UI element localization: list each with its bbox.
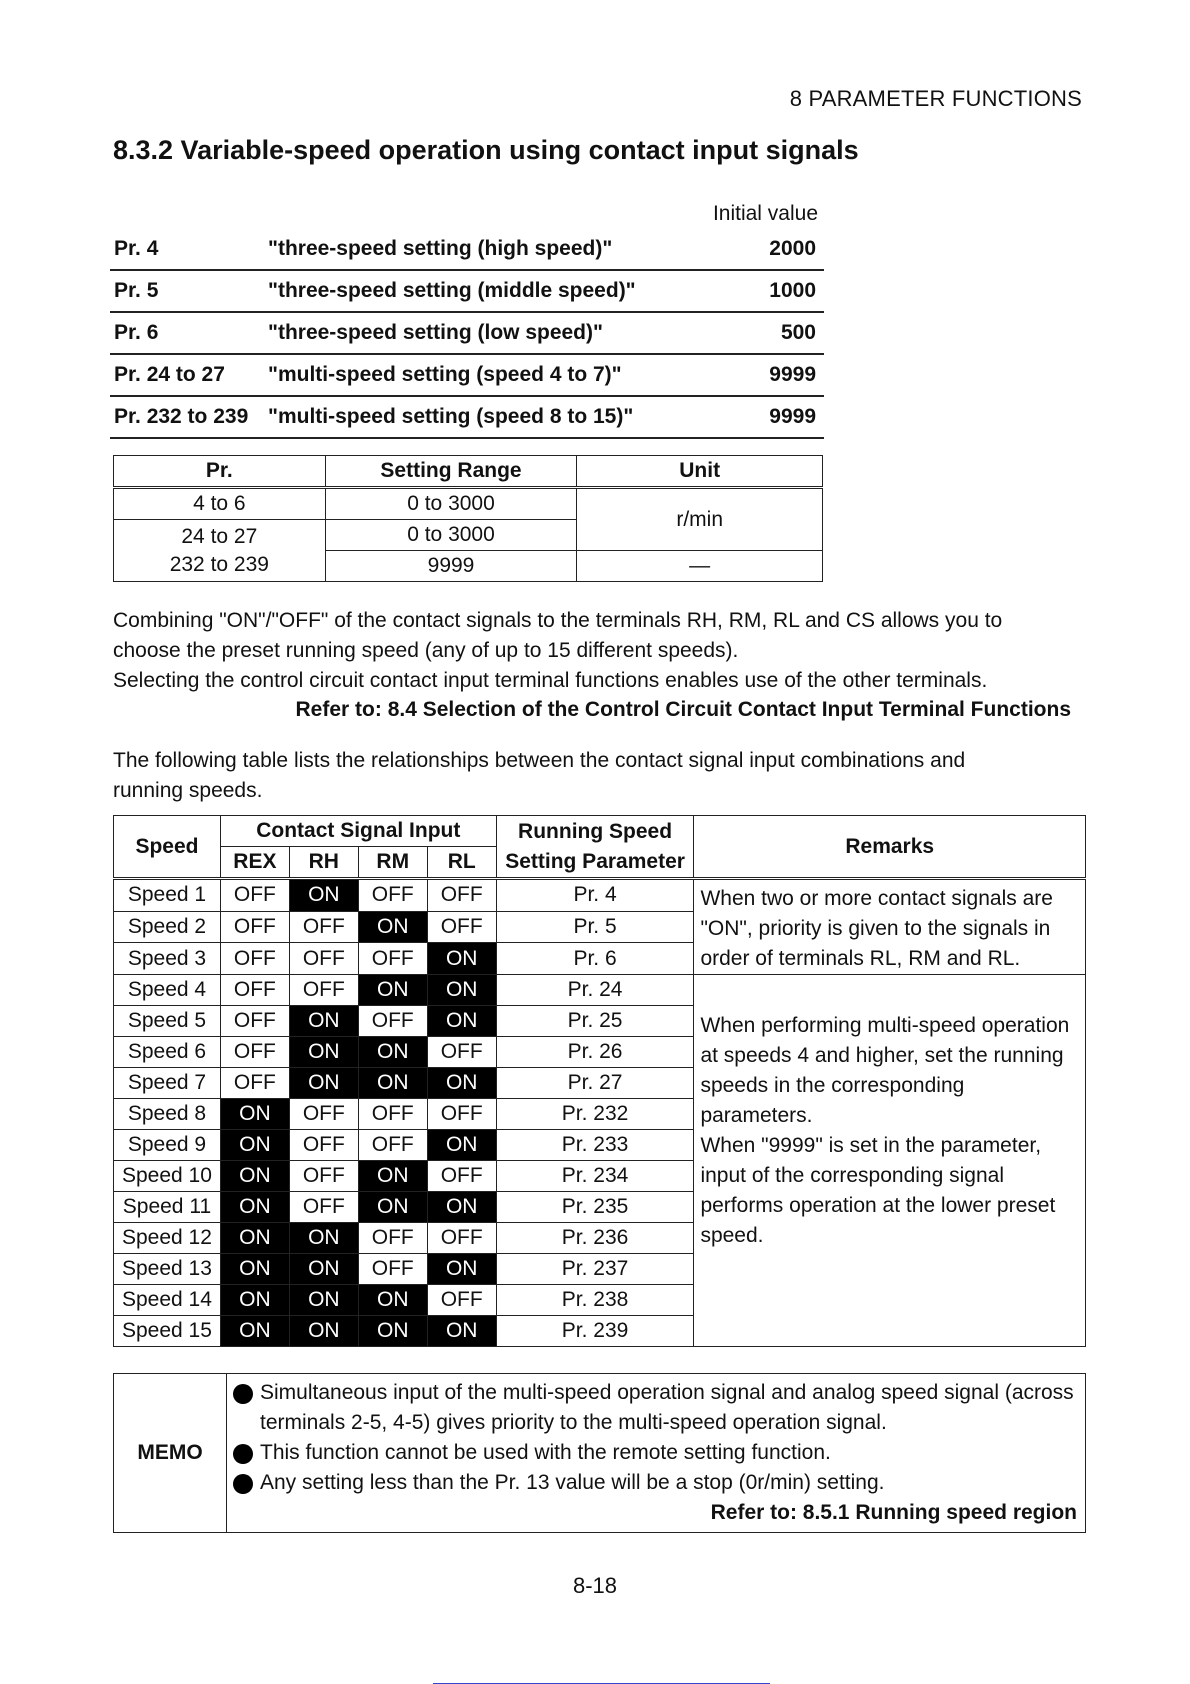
param-number: Pr. 5 xyxy=(114,279,159,302)
rh-cell: OFF xyxy=(289,1099,358,1130)
bullet-icon xyxy=(233,1444,253,1464)
range-unit-cell: — xyxy=(577,551,823,582)
memo-item-text: This function cannot be used with the remote setting function. xyxy=(260,1441,831,1464)
rex-cell: OFF xyxy=(220,1006,289,1037)
text-line: Selecting the control circuit contact input terminal functions enables use of the other terminals. xyxy=(113,669,988,692)
rl-cell: OFF xyxy=(427,1099,496,1130)
parameter-row xyxy=(110,313,824,355)
param-name: "three-speed setting (high speed)" xyxy=(268,237,613,260)
rl-cell: ON xyxy=(427,1192,496,1223)
rm-cell: OFF xyxy=(358,1130,427,1161)
parameter-cell: Pr. 4 xyxy=(496,879,694,912)
rm-cell: OFF xyxy=(358,943,427,975)
speed-cell: Speed 1 xyxy=(114,879,221,912)
rl-cell: OFF xyxy=(427,1223,496,1254)
range-value-cell: 9999 xyxy=(325,551,577,582)
rh-cell: ON xyxy=(289,1316,358,1347)
header-rl: RL xyxy=(427,847,496,879)
refer-link: Refer to: 8.4 Selection of the Control Circuit Contact Input Terminal Functions xyxy=(295,698,1071,721)
range-pr-cell xyxy=(114,520,326,582)
param-initial-value: 9999 xyxy=(769,405,816,428)
parameter-list xyxy=(110,198,824,439)
rex-cell: OFF xyxy=(220,943,289,975)
rex-cell: ON xyxy=(220,1254,289,1285)
rex-cell: OFF xyxy=(220,1068,289,1099)
rm-cell: ON xyxy=(358,1192,427,1223)
rex-cell: OFF xyxy=(220,879,289,912)
speed-cell: Speed 8 xyxy=(114,1099,221,1130)
header-running-line2: Setting Parameter xyxy=(505,849,685,873)
rl-cell: OFF xyxy=(427,1037,496,1068)
header-contact-signal-input: Contact Signal Input xyxy=(220,816,496,847)
bullet-icon xyxy=(233,1384,253,1404)
rh-cell: ON xyxy=(289,1068,358,1099)
speed-cell: Speed 3 xyxy=(114,943,221,975)
text-line: The following table lists the relationships between the contact signal input combinations and xyxy=(113,749,966,772)
header-rh: RH xyxy=(289,847,358,879)
rm-cell: OFF xyxy=(358,1254,427,1285)
speed-cell: Speed 4 xyxy=(114,975,221,1006)
rh-cell: OFF xyxy=(289,975,358,1006)
parameter-row xyxy=(110,271,824,313)
memo-body xyxy=(227,1374,1086,1533)
parameter-cell: Pr. 236 xyxy=(496,1223,694,1254)
rl-cell: OFF xyxy=(427,879,496,912)
setting-range-table xyxy=(113,455,823,582)
param-initial-value: 1000 xyxy=(769,279,816,302)
parameter-cell: Pr. 237 xyxy=(496,1254,694,1285)
memo-item xyxy=(233,1438,1077,1468)
param-initial-value: 9999 xyxy=(769,363,816,386)
rm-cell: OFF xyxy=(358,879,427,912)
parameter-row xyxy=(110,229,824,271)
text-line: choose the preset running speed (any of up to 15 different speeds). xyxy=(113,639,739,662)
speed-cell: Speed 5 xyxy=(114,1006,221,1037)
rl-cell: ON xyxy=(427,1316,496,1347)
parameter-rows xyxy=(110,229,824,439)
rex-cell: ON xyxy=(220,1316,289,1347)
remark-text: When "9999" is set in the parameter, input of the corresponding signal performs operation at the lower preset speed. xyxy=(700,1133,1056,1247)
parameter-row xyxy=(110,355,824,397)
parameter-cell: Pr. 233 xyxy=(496,1130,694,1161)
parameter-cell: Pr. 27 xyxy=(496,1068,694,1099)
header-running-line1: Running Speed xyxy=(518,819,673,843)
speed-cell: Speed 13 xyxy=(114,1254,221,1285)
speed-row xyxy=(114,879,1086,912)
rex-cell: OFF xyxy=(220,911,289,943)
memo-refer: Refer to: 8.5.1 Running speed region xyxy=(710,1501,1077,1524)
parameter-cell: Pr. 238 xyxy=(496,1285,694,1316)
remark-multi-speed xyxy=(694,975,1086,1347)
parameter-row xyxy=(110,397,824,439)
rex-cell: ON xyxy=(220,1130,289,1161)
rm-cell: OFF xyxy=(358,1223,427,1254)
param-name: "three-speed setting (low speed)" xyxy=(268,321,603,344)
rh-cell: ON xyxy=(289,1285,358,1316)
rl-cell: ON xyxy=(427,1006,496,1037)
range-pr-cell: 4 to 6 xyxy=(114,488,326,520)
table-intro-paragraph xyxy=(113,746,965,806)
param-number: Pr. 4 xyxy=(114,237,159,260)
rh-cell: OFF xyxy=(289,911,358,943)
parameter-cell: Pr. 239 xyxy=(496,1316,694,1347)
rm-cell: ON xyxy=(358,1068,427,1099)
rex-cell: OFF xyxy=(220,1037,289,1068)
initial-value-label: Initial value xyxy=(712,202,818,225)
param-initial-value: 2000 xyxy=(769,237,816,260)
range-header-setting-range: Setting Range xyxy=(325,456,577,488)
rh-cell: OFF xyxy=(289,1192,358,1223)
bullet-icon xyxy=(233,1474,253,1494)
intro-paragraph xyxy=(113,606,1002,696)
rm-cell: ON xyxy=(358,1316,427,1347)
rh-cell: ON xyxy=(289,1006,358,1037)
rh-cell: ON xyxy=(289,1223,358,1254)
remark-text: When performing multi-speed operation at speeds 4 and higher, set the running speeds in the corresponding parameters. xyxy=(700,1013,1070,1127)
header-speed: Speed xyxy=(114,816,221,879)
rh-cell: OFF xyxy=(289,1130,358,1161)
rm-cell: OFF xyxy=(358,1099,427,1130)
speed-cell: Speed 9 xyxy=(114,1130,221,1161)
rh-cell: ON xyxy=(289,879,358,912)
range-value-cell: 0 to 3000 xyxy=(325,520,577,551)
rh-cell: ON xyxy=(289,1254,358,1285)
parameter-cell: Pr. 24 xyxy=(496,975,694,1006)
memo-item-text: Any setting less than the Pr. 13 value will be a stop (0r/min) setting. xyxy=(260,1471,885,1494)
rl-cell: ON xyxy=(427,943,496,975)
rm-cell: ON xyxy=(358,975,427,1006)
rex-cell: ON xyxy=(220,1223,289,1254)
text-line: Combining "ON"/"OFF" of the contact signals to the terminals RH, RM, RL and CS allows you to xyxy=(113,609,1003,632)
page-title: 8.3.2 Variable-speed operation using contact input signals xyxy=(113,135,859,165)
rl-cell: ON xyxy=(427,1254,496,1285)
range-header-pr: Pr. xyxy=(114,456,326,488)
rex-cell: ON xyxy=(220,1285,289,1316)
text-line: running speeds. xyxy=(113,779,263,802)
rex-cell: ON xyxy=(220,1161,289,1192)
rm-cell: OFF xyxy=(358,1006,427,1037)
parameter-cell: Pr. 234 xyxy=(496,1161,694,1192)
speed-table-body xyxy=(114,879,1086,1347)
parameter-cell: Pr. 25 xyxy=(496,1006,694,1037)
range-value-cell: 0 to 3000 xyxy=(325,488,577,520)
rm-cell: ON xyxy=(358,1285,427,1316)
rm-cell: ON xyxy=(358,911,427,943)
parameter-cell: Pr. 6 xyxy=(496,943,694,975)
range-unit-cell: r/min xyxy=(577,488,823,551)
parameter-cell: Pr. 5 xyxy=(496,911,694,943)
speed-table xyxy=(113,815,1086,1347)
rl-cell: ON xyxy=(427,1068,496,1099)
param-name: "three-speed setting (middle speed)" xyxy=(268,279,636,302)
parameter-cell: Pr. 235 xyxy=(496,1192,694,1223)
rex-cell: ON xyxy=(220,1192,289,1223)
param-number: Pr. 24 to 27 xyxy=(114,363,225,386)
range-pr-line: 232 to 239 xyxy=(169,552,269,576)
header-rm: RM xyxy=(358,847,427,879)
memo-box xyxy=(113,1373,1086,1533)
rl-cell: ON xyxy=(427,975,496,1006)
header-running-speed xyxy=(496,816,694,879)
speed-cell: Speed 14 xyxy=(114,1285,221,1316)
speed-cell: Speed 15 xyxy=(114,1316,221,1347)
speed-cell: Speed 11 xyxy=(114,1192,221,1223)
rh-cell: ON xyxy=(289,1037,358,1068)
rl-cell: OFF xyxy=(427,1161,496,1192)
rex-cell: ON xyxy=(220,1099,289,1130)
memo-item xyxy=(233,1378,1077,1438)
rex-cell: OFF xyxy=(220,975,289,1006)
header-rex: REX xyxy=(220,847,289,879)
speed-cell: Speed 10 xyxy=(114,1161,221,1192)
rm-cell: ON xyxy=(358,1037,427,1068)
param-number: Pr. 6 xyxy=(114,321,159,344)
range-header-unit: Unit xyxy=(577,456,823,488)
rh-cell: OFF xyxy=(289,943,358,975)
parameter-cell: Pr. 232 xyxy=(496,1099,694,1130)
remark-priority: When two or more contact signals are "ON", priority is given to the signals in order of terminals RL, RM and RL. xyxy=(694,879,1086,975)
section-header: 8 PARAMETER FUNCTIONS xyxy=(789,86,1082,111)
speed-cell: Speed 2 xyxy=(114,911,221,943)
memo-item-text: Simultaneous input of the multi-speed operation signal and analog speed signal (across terminals 2-5, 4-5) gives priority to the multi-speed operation signal. xyxy=(260,1381,1074,1434)
param-initial-value: 500 xyxy=(780,321,816,344)
rl-cell: OFF xyxy=(427,911,496,943)
speed-cell: Speed 7 xyxy=(114,1068,221,1099)
rh-cell: OFF xyxy=(289,1161,358,1192)
param-name: "multi-speed setting (speed 8 to 15)" xyxy=(268,405,634,428)
rl-cell: ON xyxy=(427,1130,496,1161)
range-pr-line: 24 to 27 xyxy=(181,524,258,548)
param-number: Pr. 232 to 239 xyxy=(114,405,249,428)
memo-label: MEMO xyxy=(114,1374,227,1533)
speed-row xyxy=(114,975,1086,1006)
header-remarks: Remarks xyxy=(694,816,1086,879)
rm-cell: ON xyxy=(358,1161,427,1192)
rl-cell: OFF xyxy=(427,1285,496,1316)
page-number: 8-18 xyxy=(572,1573,618,1598)
parameter-cell: Pr. 26 xyxy=(496,1037,694,1068)
memo-item xyxy=(233,1468,1077,1498)
speed-cell: Speed 12 xyxy=(114,1223,221,1254)
param-name: "multi-speed setting (speed 4 to 7)" xyxy=(268,363,622,386)
speed-cell: Speed 6 xyxy=(114,1037,221,1068)
